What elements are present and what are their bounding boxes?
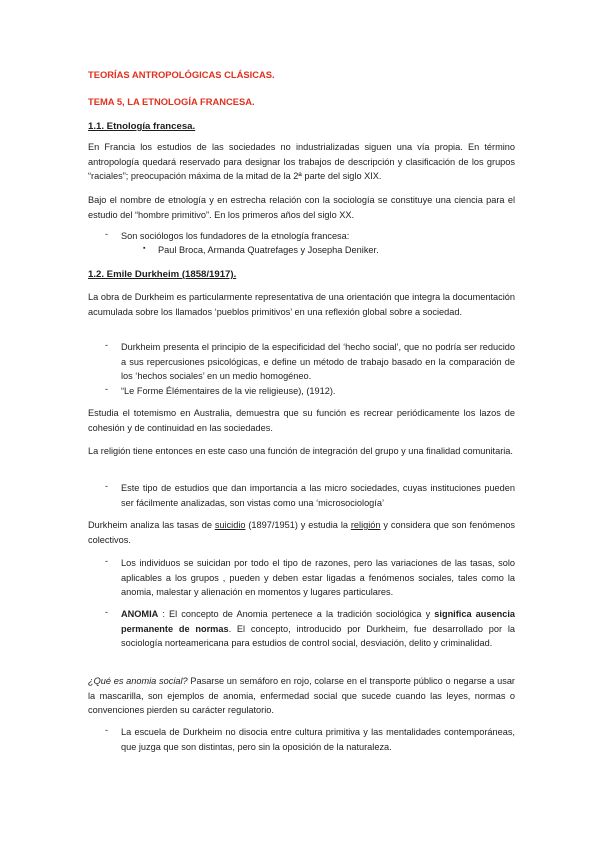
topic-title: TEMA 5, LA ETNOLOGÍA FRANCESA. xyxy=(88,96,255,107)
list-dash: - xyxy=(105,725,109,735)
suicidio-link[interactable]: suicidio xyxy=(214,520,246,530)
paragraph-text: Durkheim analiza las tasas de xyxy=(88,520,215,530)
list-dash: - xyxy=(105,556,109,566)
section-heading-1-1: 1.1. Etnología francesa. xyxy=(88,121,196,132)
paragraph: La religión tiene entonces en este caso una función de integración del grupo y una finalidad comunitaria. xyxy=(88,446,513,456)
list-item: “Le Forme Élémentaires de la vie religieuse), (1912). xyxy=(121,386,336,396)
paragraph xyxy=(88,674,515,718)
course-title: TEORÍAS ANTROPOLÓGICAS CLÁSICAS. xyxy=(88,69,275,80)
question-text: ¿Qué es anomia social? xyxy=(88,676,188,686)
paragraph-text: Pasarse un semáforo en rojo, colarse en el transporte público o negarse a usar la mascarilla, son ejemplos de anomia, enfermedad social que sucede cuando las leyes, normas o convenciones pierden su carácter regulatorio. xyxy=(88,676,515,716)
list-square-bullet: ▪ xyxy=(143,245,146,252)
list-dash: - xyxy=(105,481,109,491)
list-item: Son sociólogos los fundadores de la etnología francesa: xyxy=(121,231,350,241)
paragraph-text: (1897/1951) y estudia la xyxy=(245,520,351,530)
paragraph: La obra de Durkheim es particularmente representativa de una orientación que integra la documentación acumulada sobre los llamados ‘pueblos primitivos’ en una reflexión global sobre a sociedad. xyxy=(88,292,515,317)
list-item: La escuela de Durkheim no disocia entre cultura primitiva y las mentalidades contemporáneas, que juzga que son distintas, pero sin la oposición de la naturaleza. xyxy=(121,727,515,752)
list-dash: - xyxy=(105,229,109,239)
list-dash: - xyxy=(105,607,109,617)
list-item: Los individuos se suicidan por todo el tipo de razones, pero las variaciones de las tasas, solo aplicables a los grupos , pueden y deben estar ligadas a fenómenos sociales, tales como la anomia, malestar y alienación en momentos y lugares particulares. xyxy=(121,558,515,598)
list-item-text: . El concepto, introducido por Durkheim, fue desarrollado por la sociología norteamericana para estudios de control social, desviación, delito y criminalidad. xyxy=(121,623,515,649)
list-item: Durkheim presenta el principio de la especificidad del ‘hecho social’, que no podría ser reducido a sus repercusiones psicológicas, e define un método de trabajo basado en la comparación de los ‘hechos sociales’ en un medio homogéneo. xyxy=(121,342,515,382)
list-subitem: Paul Broca, Armanda Quatrefages y Josepha Deniker. xyxy=(158,245,379,255)
paragraph: Bajo el nombre de etnología y en estrecha relación con la sociología se constituye una ciencia para el estudio del “hombre primitivo”. En los primeros años del siglo XX. xyxy=(88,195,515,220)
list-item xyxy=(121,607,515,651)
religion-link[interactable]: religión xyxy=(350,520,381,530)
paragraph-text: y considera que son fenómenos colectivos. xyxy=(88,520,516,545)
anomia-definition: significa ausencia permanente de normas xyxy=(121,609,515,634)
paragraph: En Francia los estudios de las sociedades no industrializadas siguen una vía propia. En término antropología quedará reservado para designar los trabajos de descripción y clasificación de los grupos “raciales”; preocupación máxima de la mitad de la 2ª parte del siglo XIX. xyxy=(88,142,515,182)
paragraph xyxy=(88,518,515,547)
anomia-term: ANOMIA xyxy=(121,609,159,619)
paragraph: Estudia el totemismo en Australia, demuestra que su función es recrear periódicamente los lazos de cohesión y de continuidad en las sociedades. xyxy=(88,408,515,433)
list-item: Este tipo de estudios que dan importancia a las micro sociedades, cuyas instituciones pueden ser fácilmente analizadas, son vistas como una ‘microsociología’ xyxy=(121,483,515,508)
list-item-text: : El concepto de Anomia pertenece a la tradición sociológica y xyxy=(158,609,435,619)
section-heading-1-2: 1.2. Emile Durkheim (1858/1917). xyxy=(88,269,237,280)
list-dash: - xyxy=(105,384,109,394)
list-dash: - xyxy=(105,340,109,350)
